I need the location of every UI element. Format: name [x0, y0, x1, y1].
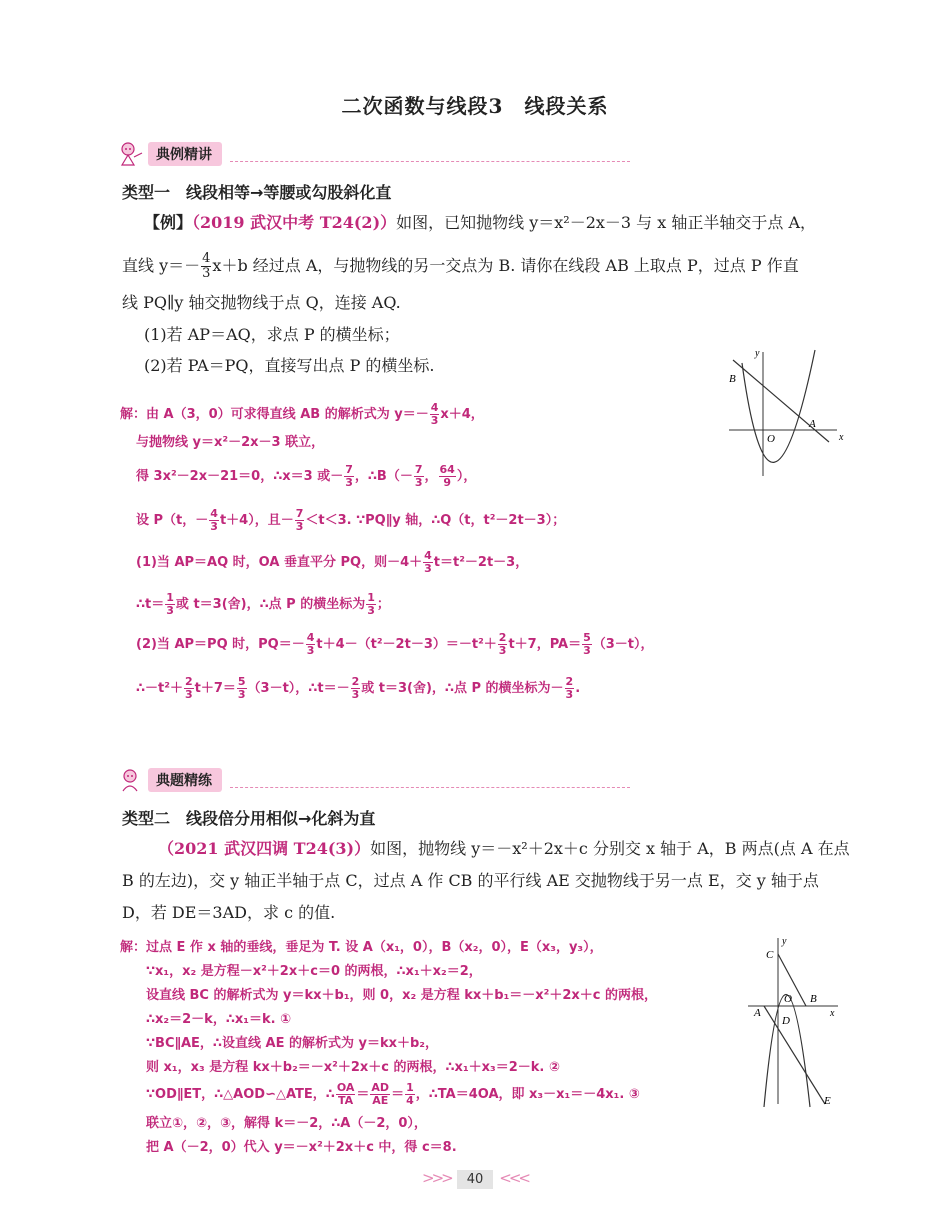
problem-text: 如图，已知抛物线 y＝x²－2x－3 与 x 轴正半轴交于点 A，	[396, 213, 817, 232]
fraction	[237, 676, 247, 701]
denominator: 3	[430, 414, 439, 427]
solution2-line-9: 把 A（－2，0）代入 y＝－x²＋2x＋c 中，得 c＝8.	[146, 1140, 457, 1155]
numerator: 4	[430, 401, 439, 414]
text: 得 3x²－2x－21＝0，∴x＝3 或－	[136, 469, 344, 484]
fraction	[498, 632, 508, 657]
problem-line-2	[122, 252, 799, 281]
solution2-line-8: 联立①，②，③，解得 k＝－2，∴A（－2，0），	[146, 1116, 427, 1131]
solution-line-2: 与抛物线 y＝x²－2x－3 联立，	[136, 435, 325, 450]
fraction	[366, 592, 376, 617]
text: 或 t＝3(舍)，∴点 P 的横坐标为	[175, 597, 366, 612]
page-number: 40	[457, 1170, 494, 1189]
denominator: 3	[202, 266, 211, 281]
problem-text: x＋b 经过点 A，与抛物线的另一交点为 B. 请你在线段 AB 上取点 P，过点 P 作直	[212, 256, 799, 275]
text: t＋4－（t²－2t－3）＝－t²＋	[316, 637, 497, 652]
text: 或 t＝3(舍)，∴点 P 的横坐标为－	[361, 681, 564, 696]
numerator: AD	[371, 1081, 390, 1094]
denominator: 3	[345, 476, 353, 489]
fraction	[201, 252, 211, 281]
label-x: x	[839, 432, 844, 443]
denominator: 3	[295, 520, 304, 533]
numerator: 4	[202, 251, 211, 266]
numerator: 2	[565, 675, 574, 688]
fraction	[209, 508, 219, 533]
fraction	[423, 550, 433, 575]
banner-label: 典题精练	[148, 768, 222, 792]
page-footer	[0, 1168, 950, 1189]
text: ∴t＝	[136, 597, 165, 612]
label-c: C	[766, 949, 774, 961]
text: 设 P（t，－	[136, 513, 209, 528]
label-x: x	[830, 1008, 835, 1019]
solution2-line-7	[146, 1082, 640, 1107]
text: ＝	[391, 1087, 405, 1102]
solution-line-7	[136, 632, 654, 657]
double-chevron-left-icon: <<<	[499, 1169, 528, 1187]
text: （3－t），∴t＝－	[247, 681, 350, 696]
text: ，∴TA＝4OA，即 x₃－x₁＝－4x₁. ③	[415, 1087, 640, 1102]
problem-source: （2019 武汉中考 T24(2)）	[192, 213, 397, 232]
text: t＝t²－2t－3，	[433, 555, 529, 570]
label-a: A	[754, 1007, 761, 1019]
text: ＝	[356, 1087, 370, 1102]
label-y: y	[755, 348, 760, 359]
text: t＋7＝	[194, 681, 236, 696]
solution-line-5	[136, 550, 528, 575]
numerator: 7	[414, 463, 423, 476]
double-chevron-right-icon: >>>	[422, 1169, 451, 1187]
solution-line-3	[136, 464, 476, 489]
label-y: y	[782, 936, 787, 947]
denominator: 4	[406, 1094, 414, 1107]
denominator: 3	[565, 688, 574, 701]
label-o: O	[767, 433, 775, 445]
text: ；	[376, 597, 390, 612]
solution2-line-4: ∴x₂＝2－k，∴x₁＝k. ①	[146, 1012, 292, 1027]
parabola	[764, 995, 810, 1108]
fraction	[430, 402, 440, 427]
fraction	[405, 1082, 415, 1107]
denominator: 3	[237, 688, 246, 701]
numerator: 1	[166, 591, 174, 604]
problem-text: 如图，抛物线 y＝－x²＋2x＋c 分别交 x 轴于 A，B 两点(点 A 在点	[370, 839, 850, 858]
figure-parabola-2	[740, 932, 852, 1110]
fraction	[582, 632, 592, 657]
fraction	[306, 632, 316, 657]
numerator: 64	[439, 463, 455, 476]
label-d: D	[782, 1015, 790, 1027]
text: ，∴B（－	[354, 469, 413, 484]
label-b: B	[810, 993, 817, 1005]
solution-line-4	[136, 508, 565, 533]
solution2-line-3: 设直线 BC 的解析式为 y＝kx＋b₁，则 0，x₂ 是方程 kx＋b₁＝－x²＋2x＋c 的两根，	[146, 988, 658, 1003]
denominator: 3	[583, 644, 591, 657]
solution2-line-2: ∵x₁，x₂ 是方程－x²＋2x＋c＝0 的两根，∴x₁＋x₂＝2，	[146, 964, 482, 979]
denominator: 3	[498, 644, 507, 657]
text: ∵OD∥ET，∴△AOD∽△ATE，∴	[146, 1087, 335, 1102]
denominator: 3	[424, 562, 432, 575]
fraction	[439, 464, 456, 489]
fraction	[351, 676, 361, 701]
fraction	[414, 464, 424, 489]
solution2-line-1: 解：过点 E 作 x 轴的垂线，垂足为 T. 设 A（x₁，0），B（x₂，0），E（x₃，y₃），	[120, 940, 603, 955]
problem-source: （2021 武汉四调 T24(3)）	[158, 839, 371, 858]
solution2-line-5: ∵BC∥AE，∴设直线 AE 的解析式为 y＝kx＋b₂，	[146, 1036, 439, 1051]
banner-divider	[230, 161, 630, 162]
fraction	[344, 464, 354, 489]
denominator: 9	[443, 476, 452, 489]
type-heading-1: 类型一 线段相等→等腰或勾股斜化直	[122, 183, 392, 202]
denominator: 3	[367, 604, 375, 617]
text: (1)当 AP＝AQ 时，OA 垂直平分 PQ，则－4＋	[136, 555, 423, 570]
solution-line-6	[136, 592, 390, 617]
section-banner-examples	[118, 142, 630, 166]
solution-line-8	[136, 676, 580, 701]
problem2-line-2: B 的左边)，交 y 轴正半轴于点 C，过点 A 作 CB 的平行线 AE 交抛物线于另一点 E，交 y 轴于点	[122, 871, 819, 890]
label-a: A	[809, 418, 816, 430]
parabola	[742, 350, 815, 462]
text: .	[575, 681, 581, 696]
text: 解：由 A（3，0）可求得直线 AB 的解析式为 y＝－	[120, 407, 429, 422]
numerator: 4	[210, 507, 218, 520]
problem-line-1	[144, 212, 816, 234]
solution-line-1	[120, 402, 484, 427]
figure-parabola-1	[725, 348, 850, 488]
problem2-line-1	[158, 838, 850, 860]
denominator: 3	[166, 604, 174, 617]
numerator: 2	[498, 631, 507, 644]
numerator: 7	[345, 463, 353, 476]
solution2-line-6: 则 x₁，x₃ 是方程 kx＋b₂＝－x²＋2x＋c 的两根，∴x₁＋x₃＝2－k. ②	[146, 1060, 560, 1075]
problem-line-3: 线 PQ∥y 轴交抛物线于点 Q，连接 AQ.	[122, 293, 401, 312]
numerator: 2	[184, 675, 193, 688]
text: t＋7，PA＝	[508, 637, 582, 652]
numerator: 5	[237, 675, 246, 688]
denominator: 3	[210, 520, 218, 533]
text: ），	[456, 469, 477, 484]
label-o: O	[784, 993, 792, 1005]
denominator: 3	[184, 688, 193, 701]
label-b: B	[729, 373, 736, 385]
denominator: AE	[372, 1094, 389, 1107]
numerator: 5	[583, 631, 591, 644]
question-2: (2)若 PA＝PQ，直接写出点 P 的横坐标.	[144, 356, 435, 375]
question-1: (1)若 AP＝AQ，求点 P 的横坐标；	[144, 325, 400, 344]
cartoon-student-icon	[118, 767, 144, 793]
type-heading-2: 类型二 线段倍分用相似→化斜为直	[122, 809, 376, 828]
label-e: E	[824, 1095, 831, 1107]
section-banner-exercises	[118, 768, 630, 792]
line-ae	[764, 1006, 825, 1104]
denominator: 3	[414, 476, 423, 489]
text: t＋4），且－	[219, 513, 294, 528]
numerator: 2	[351, 675, 360, 688]
fraction	[370, 1082, 390, 1107]
denominator: 3	[306, 644, 315, 657]
text: （3－t），	[592, 637, 654, 652]
example-tag: 【例】	[144, 213, 193, 232]
fraction	[565, 676, 575, 701]
numerator: 4	[424, 549, 432, 562]
problem2-line-3: D，若 DE＝3AD，求 c 的值.	[122, 903, 336, 922]
text: (2)当 AP＝PQ 时，PQ＝－	[136, 637, 305, 652]
numerator: 7	[295, 507, 304, 520]
denominator: 3	[351, 688, 360, 701]
numerator: 1	[367, 591, 375, 604]
text: ＜t＜3. ∵PQ∥y 轴，∴Q（t，t²－2t－3）；	[305, 513, 566, 528]
text: x＋4，	[440, 407, 484, 422]
numerator: OA	[336, 1081, 355, 1094]
fraction	[165, 592, 175, 617]
banner-divider	[230, 787, 630, 788]
text: ∴－t²＋	[136, 681, 183, 696]
fraction	[336, 1082, 356, 1107]
numerator: 4	[306, 631, 315, 644]
text: ，	[424, 469, 438, 484]
fraction	[295, 508, 305, 533]
cartoon-teacher-icon	[118, 141, 144, 167]
problem-text: 直线 y＝－	[122, 256, 201, 275]
page-title: 二次函数与线段3 线段关系	[341, 94, 609, 118]
banner-label: 典例精讲	[148, 142, 222, 166]
numerator: 1	[406, 1081, 414, 1094]
denominator: TA	[338, 1094, 354, 1107]
fraction	[184, 676, 194, 701]
